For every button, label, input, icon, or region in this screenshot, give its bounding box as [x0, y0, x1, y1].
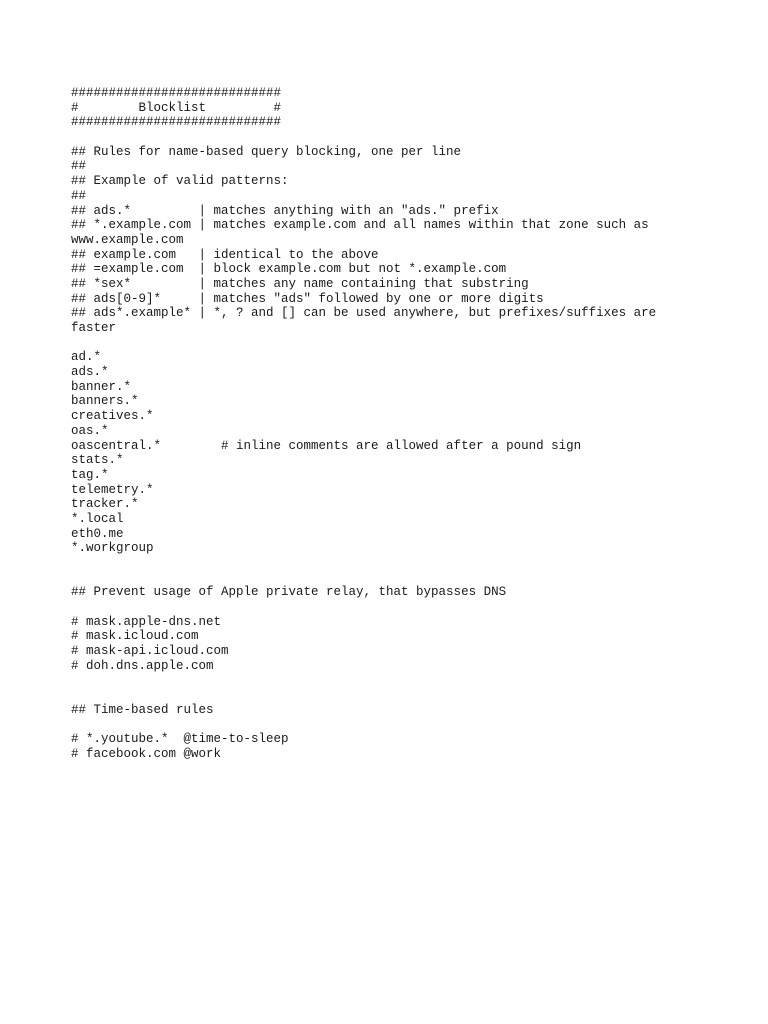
text-line: ############################	[71, 115, 282, 130]
text-line: www.example.com	[71, 232, 184, 247]
blank-line	[71, 674, 711, 689]
text-line: telemetry.*	[71, 482, 154, 497]
text-line: # mask.icloud.com	[71, 629, 199, 644]
text-line: banners.*	[71, 394, 139, 409]
text-line: ## =example.com | block example.com but not *.example.com	[71, 262, 507, 277]
document-text	[71, 86, 711, 762]
text-line: # facebook.com @work	[71, 746, 222, 761]
blank-line	[71, 688, 711, 703]
text-line: stats.*	[71, 453, 124, 468]
text-line: tag.*	[71, 467, 109, 482]
text-line: ## Time-based rules	[71, 702, 214, 717]
text-line: ##	[71, 188, 87, 203]
blank-line	[71, 718, 711, 733]
text-line: ## Rules for name-based query blocking, one per line	[71, 144, 462, 159]
text-line: ads.*	[71, 365, 109, 380]
text-line: # Blocklist #	[71, 100, 282, 115]
text-line: ############################	[71, 86, 282, 100]
text-line: # doh.dns.apple.com	[71, 658, 214, 673]
text-line: eth0.me	[71, 526, 124, 541]
blank-line	[71, 600, 711, 615]
text-line: ##	[71, 159, 87, 174]
text-line: oas.*	[71, 423, 109, 438]
text-line: ## *.example.com | matches example.com and all names within that zone such as	[71, 218, 649, 233]
text-line: ## Prevent usage of Apple private relay, that bypasses DNS	[71, 585, 507, 600]
text-line: # *.youtube.* @time-to-sleep	[71, 732, 289, 747]
text-line: banner.*	[71, 379, 132, 394]
text-line: ## ads.* | matches anything with an "ads." prefix	[71, 203, 499, 218]
text-line: oascentral.* # inline comments are allowed after a pound sign	[71, 438, 582, 453]
text-line: faster	[71, 321, 117, 335]
text-line: ## example.com | identical to the above	[71, 247, 379, 262]
text-line: ## *sex* | matches any name containing that substring	[71, 276, 529, 291]
text-line: creatives.*	[71, 409, 154, 424]
text-line: # mask.apple-dns.net	[71, 614, 222, 629]
text-line: ad.*	[71, 350, 102, 365]
text-line: # mask-api.icloud.com	[71, 644, 229, 659]
blank-line	[71, 336, 711, 351]
text-line: ## ads[0-9]* | matches "ads" followed by one or more digits	[71, 291, 544, 306]
blank-line	[71, 556, 711, 571]
text-line: ## Example of valid patterns:	[71, 174, 289, 189]
text-line: *.local	[71, 511, 124, 526]
blank-line	[71, 571, 711, 586]
text-line: *.workgroup	[71, 541, 154, 556]
text-line: ## ads*.example* | *, ? and [] can be used anywhere, but prefixes/suffixes are	[71, 306, 657, 321]
text-line: tracker.*	[71, 497, 139, 512]
blank-line	[71, 130, 711, 145]
